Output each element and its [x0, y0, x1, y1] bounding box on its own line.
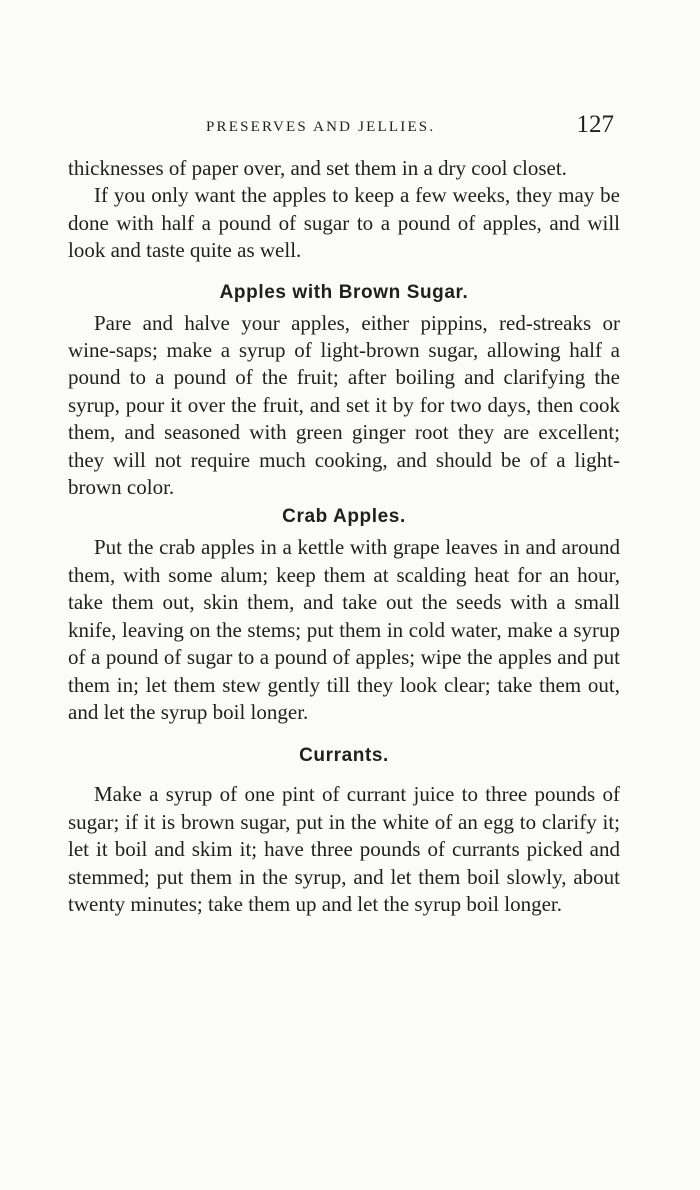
- heading-crab-apples: Crab Apples.: [282, 506, 406, 528]
- running-title: PRESERVES AND JELLIES.: [206, 119, 436, 135]
- paragraph-apples-brown-sugar: Pare and halve your apples, either pippins, red-streaks or wine-saps; make a syrup of light-brown sugar, allowing half a pound to a pound of the fruit; after boiling and clarifying the syrup, pour it over the fruit, and set it by for two days, then cook them, and seasoned with green ginger root they are excellent; they will not require much cooking, and should be of a light-brown color.: [68, 310, 620, 500]
- heading-currants: Currants.: [299, 745, 389, 767]
- paragraph-crab-apples: Put the crab apples in a kettle with grape leaves in and around them, with some alum; keep them at scalding heat for an hour, take them out, skin them, and take out the seeds with a small knife, leaving on the stems; put them in cold water, make a syrup of a pound of sugar to a pound of apples; wipe the apples and put them in; let them stew gently till they look clear; take them out, and let the syrup boil longer.: [68, 535, 620, 724]
- paragraph-continued: thicknesses of paper over, and set them in a dry cool closet.: [68, 156, 567, 180]
- heading-apples-brown-sugar: Apples with Brown Sugar.: [219, 281, 469, 303]
- paragraph-currants: Make a syrup of one pint of currant juice to three pounds of sugar; if it is brown sugar, put in the white of an egg to clarify it; let it boil and skim it; have three pounds of currants picked and stemmed; put them in the syrup, and let them boil slowly, about twenty minutes; take them up and let the syrup boil longer.: [68, 782, 620, 916]
- page-number: 127: [576, 111, 614, 138]
- paragraph-keep-apples: If you only want the apples to keep a few weeks, they may be done with half a pound of sugar to a pound of apples, and will look and taste quite as well.: [68, 183, 620, 263]
- page-body: [68, 155, 620, 918]
- running-header: [68, 112, 614, 142]
